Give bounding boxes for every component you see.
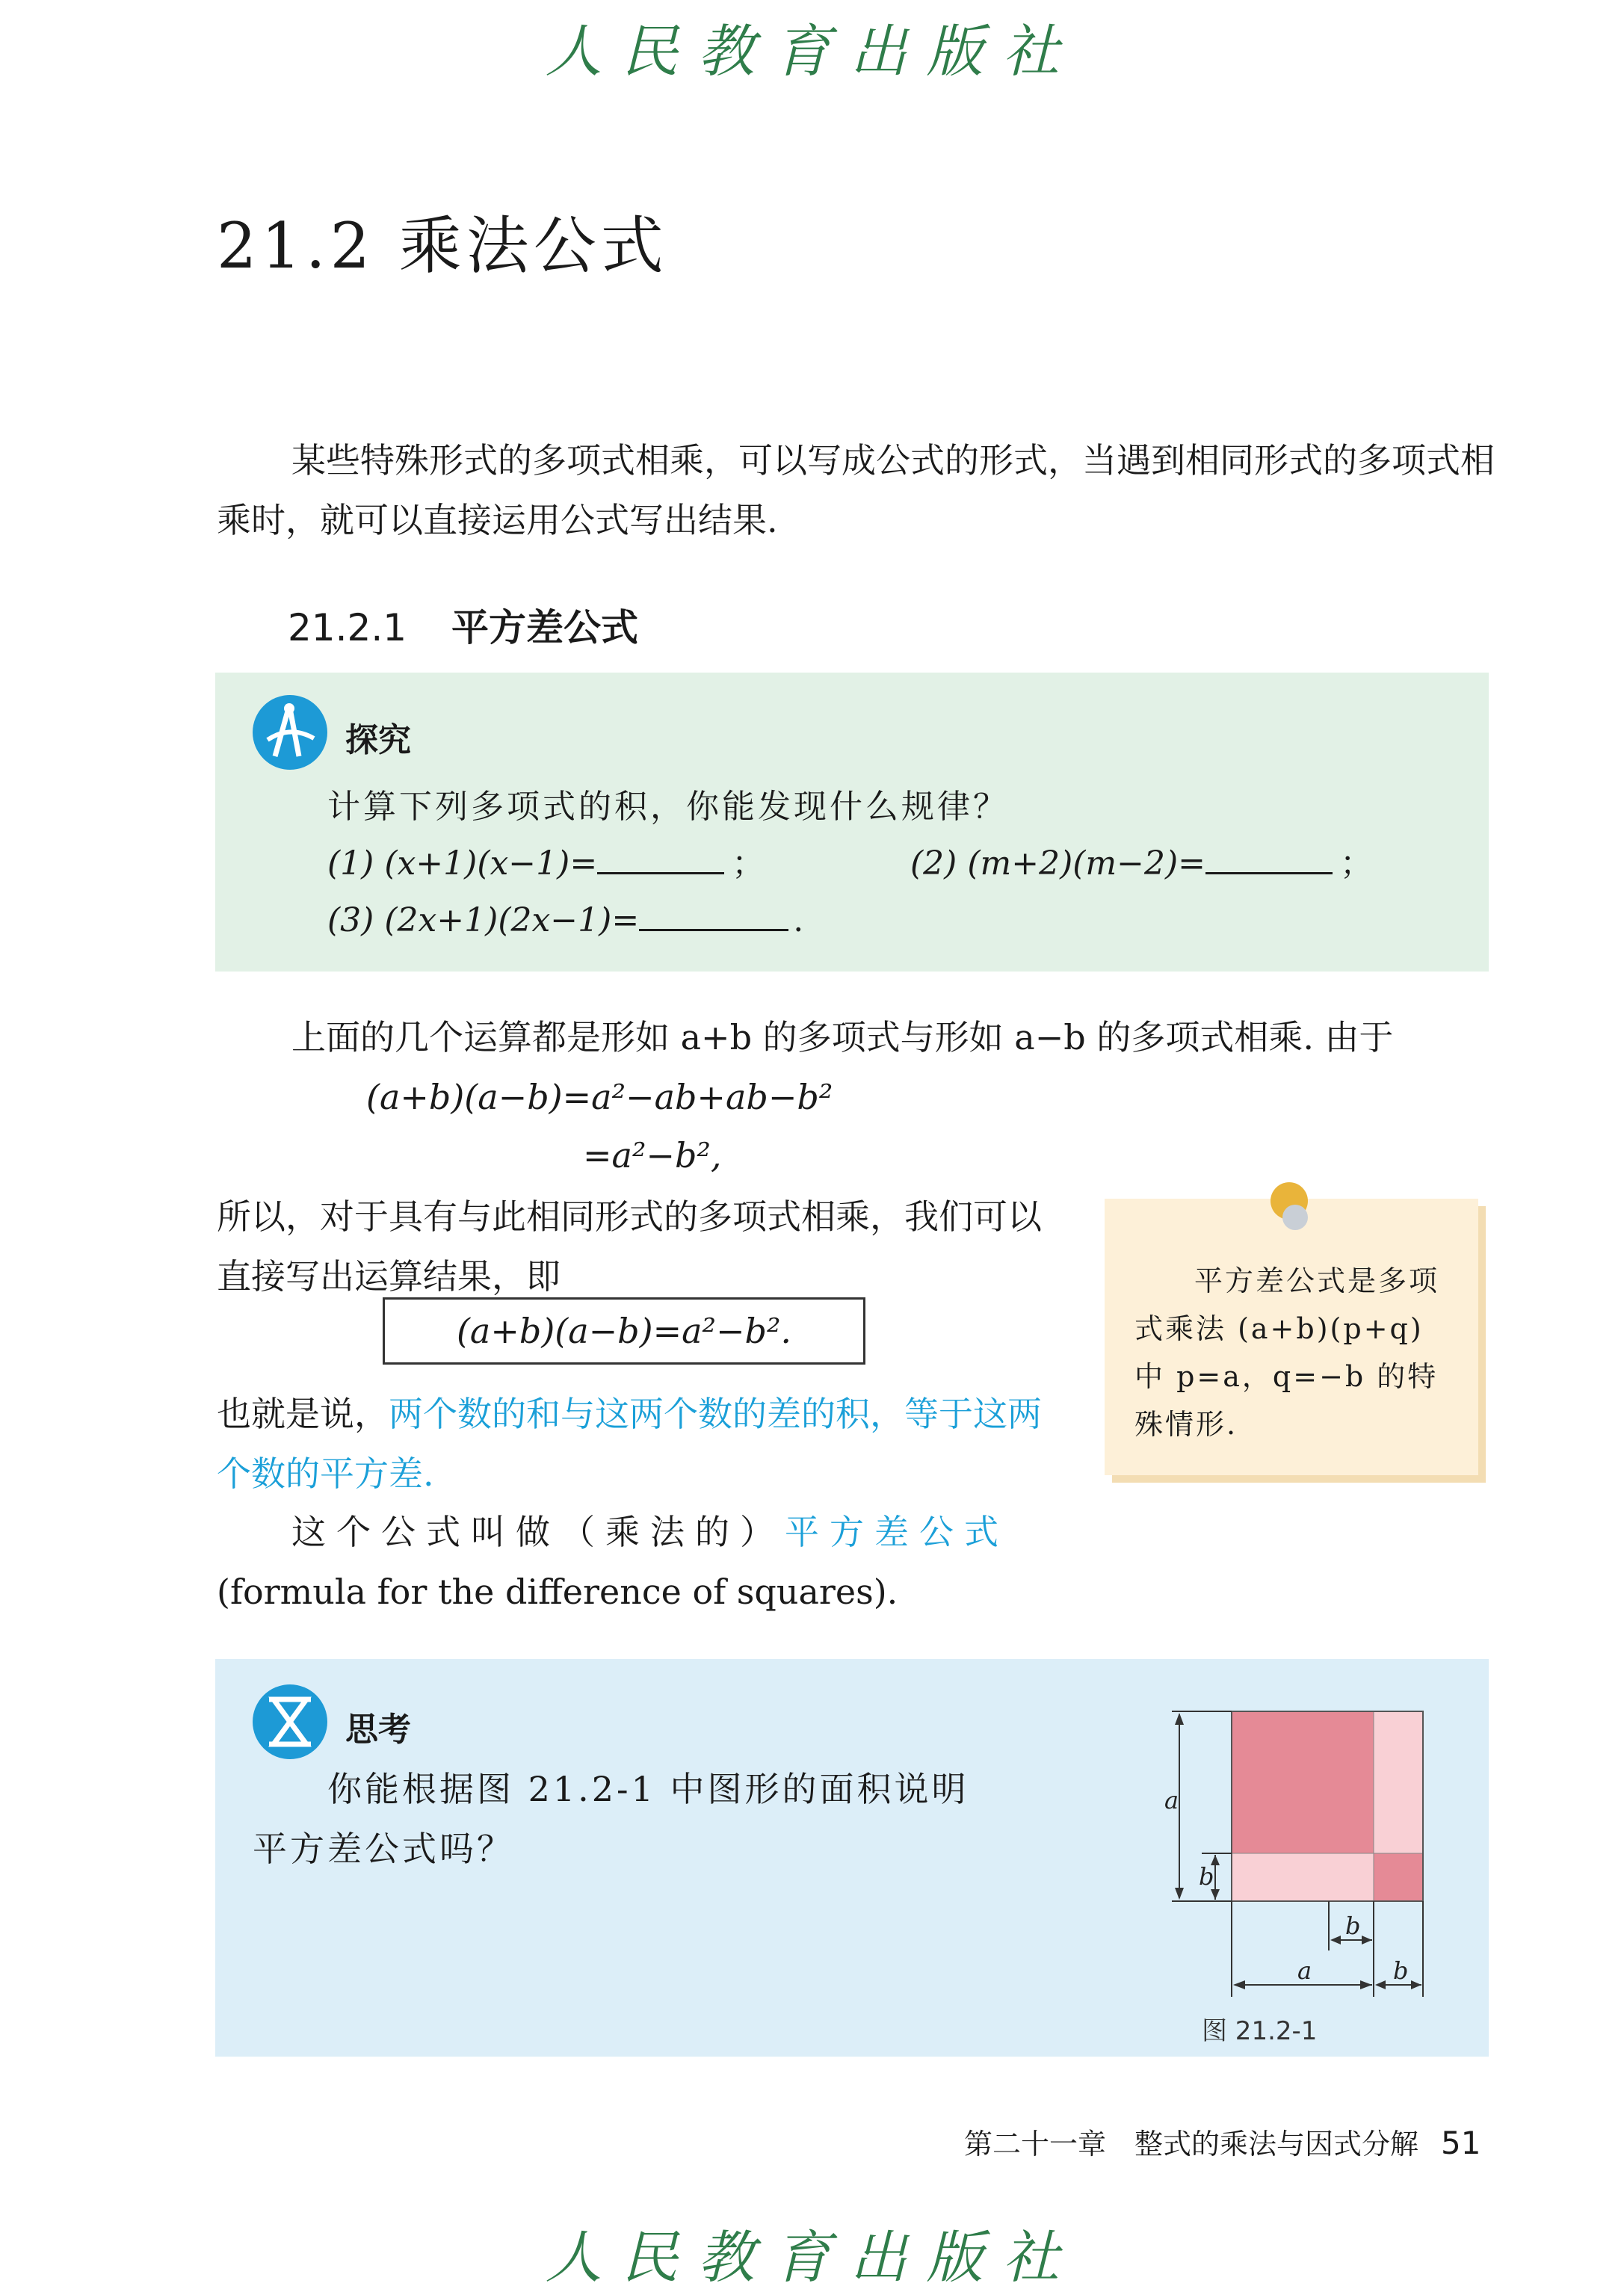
derivation-lead: 上面的几个运算都是形如 a+b 的多项式与形如 a−b 的多项式相乘. 由于: [291, 1017, 1394, 1057]
chapter-title: 第二十一章 整式的乘法与因式分解: [964, 2128, 1419, 2160]
statement-highlight: 两个数的和与这两个数的差的积，等于这两个数的平方差.: [217, 1394, 1042, 1494]
subsection-number: 21.2.1: [288, 606, 407, 649]
period-3: .: [793, 901, 804, 939]
figure-caption: 图 21.2-1: [1202, 2016, 1318, 2046]
naming-highlight: 平方差公式: [785, 1512, 1009, 1552]
explore-item-1-expr: (1) (x+1)(x−1)=: [327, 844, 598, 883]
area-figure: [1052, 1659, 1486, 2048]
intro-paragraph: 某些特殊形式的多项式相乘，可以写成公式的形式，当遇到相同形式的多项式相乘时，就可以直接运用公式写出结果.: [217, 440, 1495, 540]
explore-item-3: [327, 891, 803, 951]
page-number: 51: [1441, 2125, 1481, 2161]
statement-prefix: 也就是说，: [217, 1394, 389, 1434]
subsection-name: 平方差公式: [451, 606, 639, 649]
explore-prompt: 计算下列多项式的积，你能发现什么规律？: [327, 788, 1009, 826]
label-a-bottom: a: [1297, 1956, 1312, 1985]
explore-item-3-expr: (3) (2x+1)(2x−1)=: [327, 901, 640, 939]
hourglass-icon: [253, 1684, 327, 1759]
label-a-left: a: [1164, 1786, 1179, 1814]
compass-icon: [253, 695, 327, 770]
explore-heading: 探究: [345, 721, 411, 759]
explore-item-1: [327, 834, 765, 894]
side-note-text: 平方差公式是多项式乘法 (a+b)(p+q) 中 p=a，q=−b 的特殊情形.: [1134, 1264, 1440, 1441]
label-b-outer: b: [1393, 1956, 1409, 1985]
explore-item-2-expr: (2) (m+2)(m−2)=: [910, 844, 1206, 883]
naming-english: (formula for the difference of squares).: [217, 1572, 898, 1612]
derivation-so: 所以，对于具有与此相同形式的多项式相乘，我们可以直接写出运算结果，即: [217, 1196, 1042, 1297]
semicolon-2: ；: [1340, 844, 1374, 883]
publisher-logo-top: 人民教育出版社: [545, 18, 1079, 84]
subsection-heading: [288, 598, 638, 652]
think-box: [215, 1659, 1489, 2057]
statement: [217, 1384, 1054, 1504]
blank-1[interactable]: [597, 842, 724, 874]
explore-item-2: [910, 834, 1373, 894]
side-note: [1105, 1199, 1478, 1475]
formula-box: (a+b)(a−b)=a²−b².: [383, 1297, 865, 1365]
think-heading: 思考: [345, 1711, 411, 1749]
derivation-line-2: =a²−b²,: [583, 1135, 722, 1176]
small-square: [1374, 1853, 1423, 1901]
pin-base-icon: [1282, 1205, 1308, 1230]
explore-box: [215, 673, 1489, 972]
publisher-logo-bottom: 人民教育出版社: [545, 2224, 1079, 2291]
naming-line: [217, 1502, 1054, 1562]
derivation-line-1: (a+b)(a−b)=a²−ab+ab−b²: [366, 1077, 833, 1117]
blank-3[interactable]: [639, 899, 788, 931]
think-text: 你能根据图 21.2-1 中图形的面积说明平方差公式吗？: [253, 1769, 969, 1869]
page-footer: [964, 2121, 1481, 2162]
square-region: [1232, 1711, 1374, 1853]
semicolon-1: ；: [732, 844, 765, 883]
naming-prefix: 这个公式叫做（乘法的）: [291, 1512, 785, 1552]
blank-2[interactable]: [1205, 842, 1333, 874]
section-title: 21.2 乘法公式: [217, 209, 668, 282]
label-b-inner: b: [1345, 1912, 1361, 1940]
label-b-left: b: [1199, 1862, 1214, 1891]
